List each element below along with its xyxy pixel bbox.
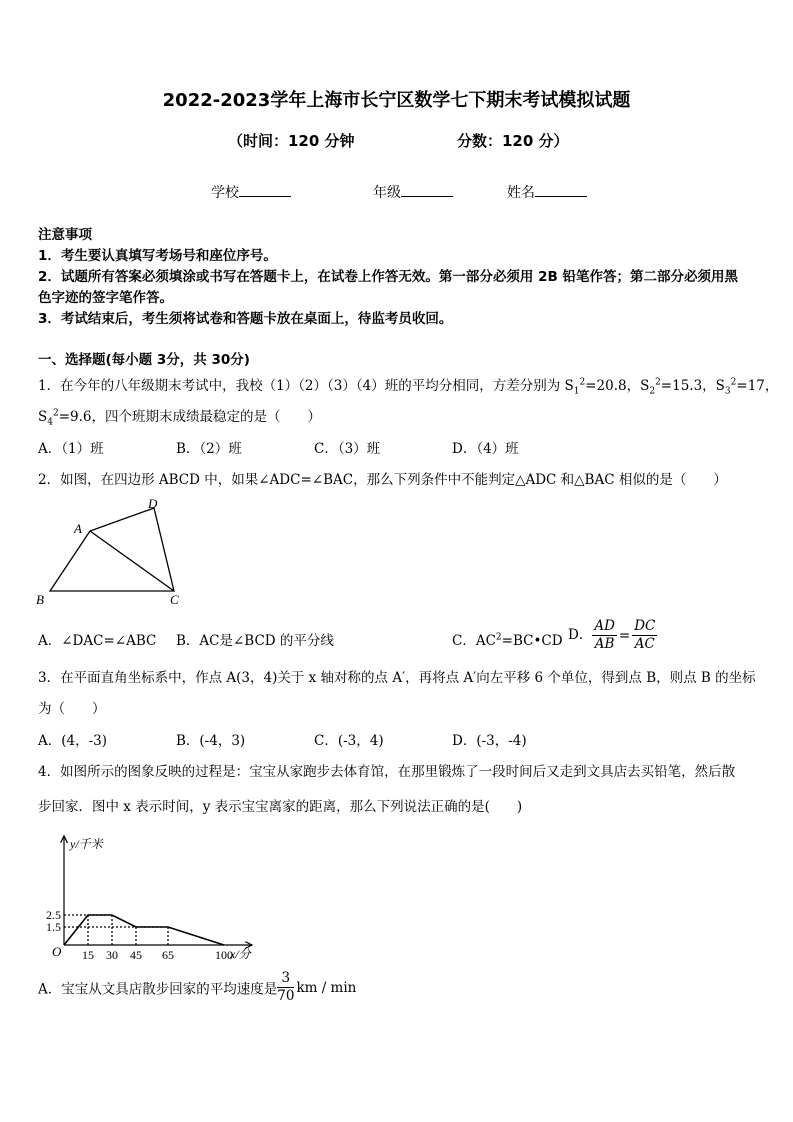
page-title: 2022-2023学年上海市长宁区数学七下期末考试模拟试题 (162, 90, 631, 111)
q1-sub4: 4 (47, 417, 53, 428)
q2-optd-label: D． (568, 627, 593, 643)
q1-text: 1．在今年的八年级期末考试中，我校（1）（2）（3）（4）班的平均分相同，方差分别为 S (38, 378, 574, 394)
frac-num-dc: DC (634, 618, 656, 634)
q1-line2 (38, 405, 321, 428)
q2-optc-rest: =BC•CD (501, 633, 563, 649)
q4-option-a (38, 970, 356, 1005)
label-a: A (74, 521, 82, 536)
q1-sq1: 2 (579, 377, 586, 388)
grade-label: 年级 (373, 185, 401, 201)
label-b: B (36, 592, 44, 607)
q2-option-d (568, 618, 657, 653)
q1-sub2: 2 (649, 386, 656, 397)
q1-v1: =20.8，S (585, 378, 650, 394)
notice-item-3: 3．考试结束后，考生须将试卷和答题卡放在桌面上，待监考员收回。 (38, 311, 453, 327)
q1-option-a: A．（1）班 (38, 441, 104, 457)
q2-option-c (452, 629, 563, 649)
q2-option-b: B．AC是∠BCD 的平分线 (176, 633, 334, 649)
x-tick-label: 15 (82, 948, 94, 962)
q3-option-c: C．(-3，4) (314, 733, 384, 749)
q1-sq2: 2 (655, 377, 661, 388)
q1-sub3: 3 (724, 386, 731, 397)
x-tick-label: 45 (130, 948, 142, 962)
q4-opta-text: A．宝宝从文具店散步回家的平均速度是 (38, 981, 278, 998)
y-tick-label: 2.5 (46, 908, 61, 922)
label-c: C (170, 592, 179, 607)
q1-option-b: B．（2）班 (176, 441, 242, 457)
name-blank (535, 184, 587, 197)
q3-option-d: D．(-3，-4) (452, 733, 527, 749)
q3-line1: 3．在平面直角坐标系中，作点 A(3，4)关于 x 轴对称的点 A′，再将点 A′向左平移 6 个单位，得到点 B，则点 B 的坐标 (38, 670, 756, 686)
school-field (211, 182, 291, 202)
q1-s4: S (38, 409, 48, 425)
q1-sub1: 1 (573, 386, 580, 397)
q1-option-d: D．（4）班 (452, 441, 519, 457)
name-field (507, 182, 587, 202)
x-axis-label: x/分 (230, 947, 251, 961)
q1-sq3: 2 (730, 377, 737, 388)
distance-time-chart (34, 832, 274, 964)
q1-line2-text: =9.6，四个班期末成绩最稳定的是（ ） (58, 409, 321, 425)
q2-optc-sup: 2 (495, 632, 502, 643)
q1-v3: =17， (736, 378, 779, 394)
q3-option-b: B．(-4，3) (176, 733, 246, 749)
quadrilateral-abcd (50, 508, 174, 591)
q2-option-a: A．∠DAC=∠ABC (38, 633, 157, 649)
frac-den-ab: AB (594, 636, 615, 652)
notice-item-1: 1．考生要认真填写考场号和座位序号。 (38, 248, 277, 264)
q1-sq4: 2 (52, 408, 59, 419)
label-d: D (148, 496, 158, 511)
x-tick-label: 100 (215, 948, 233, 962)
x-tick-label: 30 (106, 948, 118, 962)
q2-optc-text: C．AC (452, 633, 496, 649)
exam-score: 分数：120 分） (457, 132, 569, 150)
exam-time: （时间：120 分钟 (228, 132, 355, 150)
notice-heading: 注意事项 (38, 227, 92, 243)
quadrilateral-figure (34, 495, 194, 610)
frac-num-ad: AD (594, 618, 615, 634)
fraction-dc-ac (632, 618, 657, 653)
grade-blank (401, 184, 453, 197)
x-tick-label: 65 (162, 948, 174, 962)
q4-line2: 步回家．图中 x 表示时间，y 表示宝宝离家的距离，那么下列说法正确的是( ) (38, 799, 523, 815)
frac-den-ac: AC (634, 636, 655, 652)
speed-frac-num: 3 (277, 970, 294, 988)
section-heading: 一、选择题(每小题 3分，共 30分) (38, 352, 250, 368)
grade-field (373, 182, 453, 202)
origin-label: O (52, 944, 62, 959)
q1-line1 (38, 374, 778, 397)
notice-item-2-cont: 色字迹的签字笔作答。 (38, 290, 173, 306)
notice-item-2: 2．试题所有答案必须填涂或书写在答题卡上，在试卷上作答无效。第一部分必须用 2B 铅笔作答；第二部分必须用黑 (38, 269, 738, 285)
fraction-ad-ab (592, 618, 617, 653)
q2-stem: 2．如图，在四边形 ABCD 中，如果∠ADC=∠BAC，那么下列条件中不能判定△ADC 和△BAC 相似的是（ ） (38, 472, 727, 488)
name-label: 姓名 (507, 185, 535, 201)
speed-unit: km / min (296, 979, 357, 996)
y-axis-label: y/千米 (70, 837, 103, 851)
y-tick-label: 1.5 (46, 920, 61, 934)
speed-fraction (277, 970, 294, 1005)
q4-line1: 4．如图所示的图象反映的过程是：宝宝从家跑步去体育馆，在那里锻炼了一段时间后又走到文具店去买铅笔，然后散 (38, 764, 736, 780)
school-label: 学校 (211, 185, 239, 201)
q3-option-a: A．(4，-3) (38, 733, 108, 749)
q3-line2: 为（ ） (38, 701, 106, 717)
school-blank (239, 184, 291, 197)
q1-v2: =15.3，S (660, 378, 725, 394)
q1-option-c: C．（3）班 (314, 441, 381, 457)
speed-frac-den: 70 (277, 988, 295, 1004)
frac-equals: = (618, 627, 631, 644)
